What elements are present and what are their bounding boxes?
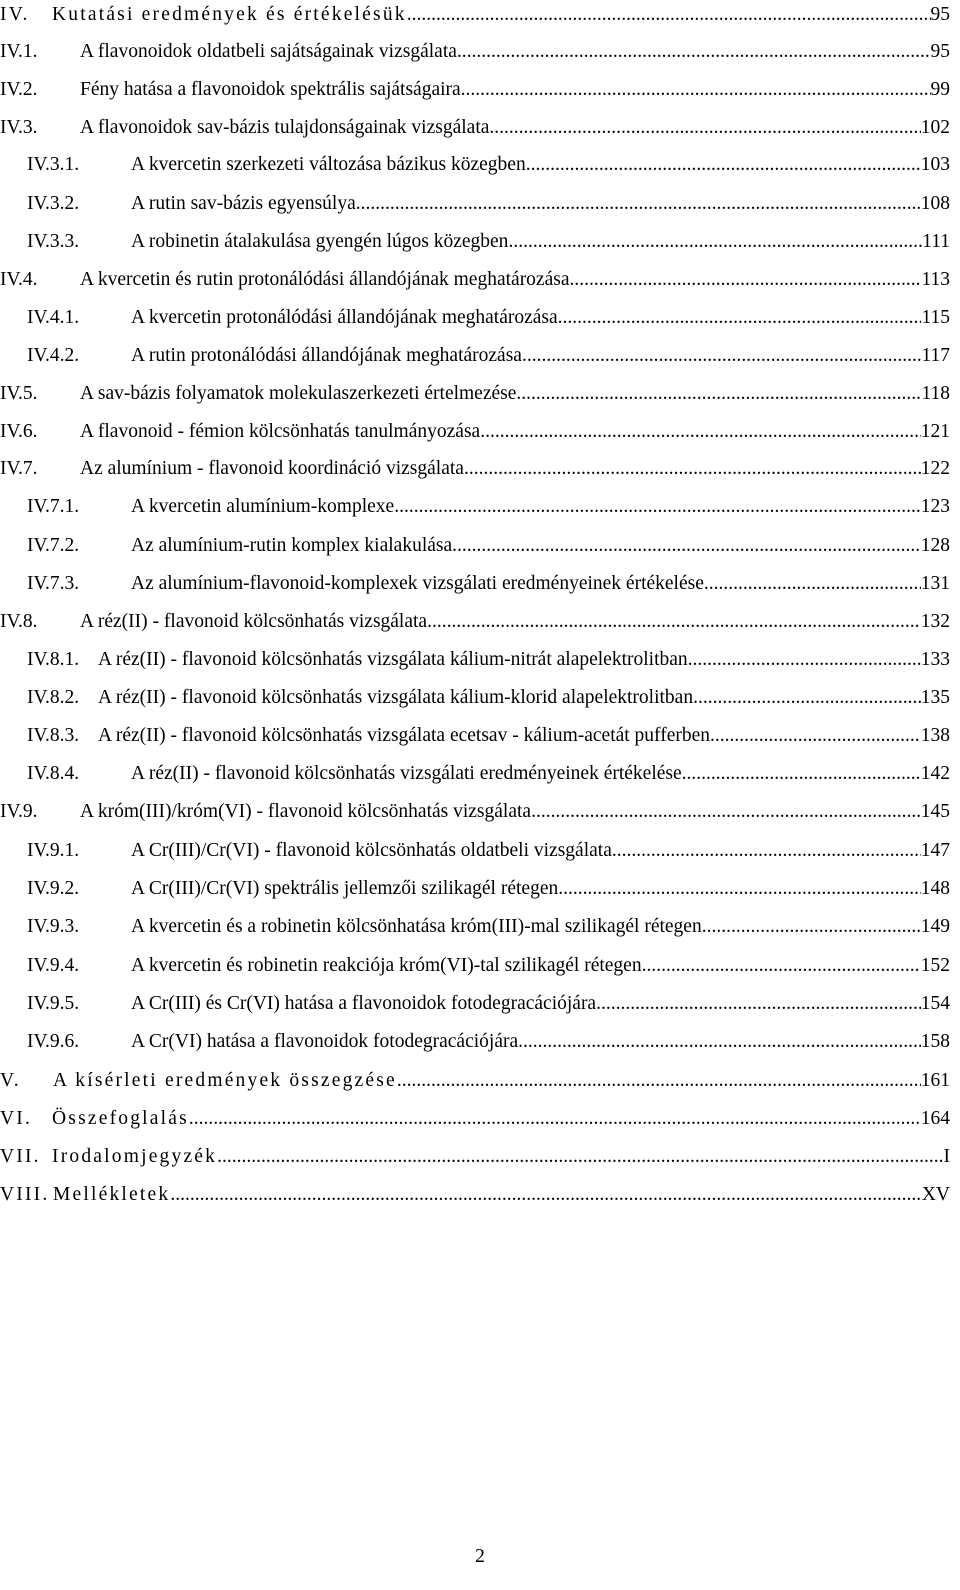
toc-entry[interactable] — [0, 113, 950, 143]
toc-entry-line — [131, 836, 950, 866]
toc-entry-page: 99 — [930, 79, 950, 100]
toc-entry-title: Mellékletek — [53, 1184, 171, 1205]
toc-entry-line — [80, 75, 950, 105]
toc-entry-line — [131, 759, 950, 789]
toc-entry-number: IV.9.2. — [27, 878, 80, 899]
toc-entry-line — [131, 303, 950, 333]
toc-entry-number: IV.8.3. — [27, 725, 80, 746]
dot-leader — [189, 1104, 921, 1134]
dot-leader — [570, 265, 922, 295]
toc-entry[interactable] — [0, 75, 950, 105]
toc-entry-title: A kvercetin alumínium-komplexe — [131, 496, 395, 517]
toc-entry-number: IV. — [0, 4, 30, 25]
toc-entry-title: A flavonoidok oldatbeli sajátságainak vizsgálata — [80, 41, 457, 62]
dot-leader — [397, 1066, 921, 1096]
toc-entry-page: 131 — [920, 573, 950, 594]
toc-entry-line — [80, 37, 950, 67]
toc-entry-number: VII. — [0, 1146, 41, 1167]
toc-entry-title: A réz(II) - flavonoid kölcsönhatás vizsgálata kálium-nitrát alapelektrolitban — [98, 649, 688, 670]
dot-leader — [642, 951, 921, 981]
toc-entry-line — [131, 492, 950, 522]
dot-leader — [518, 1027, 921, 1057]
toc-entry-line — [53, 1066, 950, 1096]
toc-entry-line — [131, 1027, 950, 1057]
toc-entry-line — [131, 227, 950, 257]
toc-entry-page: 142 — [920, 763, 950, 784]
toc-entry[interactable] — [0, 531, 950, 561]
toc-entry[interactable] — [0, 227, 950, 257]
toc-entry-number: IV.8.4. — [27, 763, 80, 784]
toc-entry[interactable] — [0, 797, 950, 827]
dot-leader — [452, 531, 921, 561]
toc-entry-title: A réz(II) - flavonoid kölcsönhatás vizsgálata kálium-klorid alapelektrolitban — [98, 687, 694, 708]
toc-entry[interactable] — [0, 836, 950, 866]
toc-entry-number: IV.3.1. — [27, 154, 80, 175]
toc-entry-title: A Cr(III) és Cr(VI) hatása a flavonoidok fotodegracációjára — [131, 993, 597, 1014]
dot-leader — [461, 75, 931, 105]
toc-entry-number: IV.7.2. — [27, 535, 80, 556]
toc-entry-number: V. — [0, 1070, 21, 1091]
toc-entry-title: A Cr(III)/Cr(VI) spektrális jellemzői szilikagél rétegen — [131, 878, 559, 899]
toc-entry[interactable] — [0, 874, 950, 904]
toc-entry-line — [52, 0, 950, 30]
toc-entry-number: IV.1. — [0, 41, 38, 62]
toc-entry[interactable] — [0, 951, 950, 981]
toc-entry-line — [131, 912, 950, 942]
toc-entry-title: A flavonoidok sav-bázis tulajdonságainak vizsgálata — [80, 117, 490, 138]
toc-entry-title: A réz(II) - flavonoid kölcsönhatás vizsgálati eredményeinek értékelése — [131, 763, 682, 784]
toc-entry-title: Az alumínium-flavonoid-komplexek vizsgálati eredményeinek értékelése — [131, 573, 704, 594]
toc-entry-line — [131, 531, 950, 561]
toc-entry[interactable] — [0, 454, 950, 484]
toc-entry-title: A kvercetin szerkezeti változása bázikus közegben — [131, 154, 526, 175]
toc-entry-line — [80, 417, 950, 447]
toc-entry-page: 117 — [921, 345, 950, 366]
toc-entry-number: IV.2. — [0, 79, 38, 100]
toc-entry-title: A kvercetin és rutin protonálódási állandójának meghatározása — [80, 269, 570, 290]
dot-leader — [457, 37, 931, 67]
toc-entry-page: 148 — [920, 878, 950, 899]
toc-entry-title: A réz(II) - flavonoid kölcsönhatás vizsgálata — [80, 611, 428, 632]
toc-entry-line — [80, 113, 950, 143]
dot-leader — [170, 1180, 921, 1210]
toc-entry-number: IV.5. — [0, 383, 38, 404]
toc-entry[interactable] — [0, 759, 950, 789]
toc-entry[interactable] — [0, 1180, 950, 1210]
toc-entry-number: IV.8.2. — [27, 687, 80, 708]
toc-entry-number: VI. — [0, 1108, 33, 1129]
toc-entry-page: 122 — [920, 458, 950, 479]
toc-entry-page: 128 — [920, 535, 950, 556]
dot-leader — [688, 645, 921, 675]
toc-entry-line — [98, 721, 950, 751]
dot-leader — [480, 417, 921, 447]
toc-entry-page: I — [943, 1146, 950, 1167]
toc-entry-line — [131, 341, 950, 371]
dot-leader — [464, 454, 921, 484]
toc-entry[interactable] — [0, 492, 950, 522]
toc-entry[interactable] — [0, 1104, 950, 1134]
dot-leader — [682, 759, 921, 789]
toc-entry-line — [131, 569, 950, 599]
toc-entry-number: IV.4.2. — [27, 345, 80, 366]
toc-entry-title: Az alumínium - flavonoid koordináció vizsgálata — [80, 458, 464, 479]
dot-leader — [217, 1142, 943, 1172]
toc-entry-line — [131, 874, 950, 904]
toc-entry-page: 118 — [921, 383, 950, 404]
dot-leader — [612, 836, 921, 866]
toc-entry[interactable] — [0, 265, 950, 295]
toc-entry-title: A rutin sav-bázis egyensúlya — [131, 193, 356, 214]
dot-leader — [522, 341, 922, 371]
toc-entry-number: IV.7. — [0, 458, 38, 479]
toc-entry-title: Fény hatása a flavonoidok spektrális sajátságaira — [80, 79, 461, 100]
dot-leader — [704, 569, 921, 599]
toc-entry-page: 132 — [920, 611, 950, 632]
dot-leader — [558, 874, 921, 904]
toc-entry-page: 103 — [920, 154, 950, 175]
toc-entry-page: 135 — [920, 687, 950, 708]
toc-entry-line — [131, 951, 950, 981]
dot-leader — [516, 379, 921, 409]
toc-entry-title: A robinetin átalakulása gyengén lúgos közegben — [131, 231, 509, 252]
dot-leader — [702, 912, 921, 942]
toc-entry-page: 145 — [920, 801, 950, 822]
toc-entry-page: 102 — [920, 117, 950, 138]
toc-entry-number: IV.8. — [0, 611, 38, 632]
toc-entry[interactable] — [0, 569, 950, 599]
toc-entry-number: IV.4. — [0, 269, 38, 290]
toc-entry-title: Irodalomjegyzék — [52, 1146, 218, 1167]
toc-entry-page: 108 — [920, 193, 950, 214]
toc-entry-line — [52, 1104, 950, 1134]
dot-leader — [558, 303, 922, 333]
toc-entry-page: 111 — [922, 231, 950, 252]
dot-leader — [356, 189, 921, 219]
toc-entry[interactable] — [0, 645, 950, 675]
toc-entry-title: A kvercetin protonálódási állandójának meghatározása — [131, 307, 558, 328]
toc-entry-page: 115 — [921, 307, 950, 328]
dot-leader — [407, 0, 931, 30]
dot-leader — [710, 721, 921, 751]
toc-entry[interactable] — [0, 1142, 950, 1172]
toc-entry-line — [80, 454, 950, 484]
toc-entry-title: A kvercetin és robinetin reakciója króm(VI)-tal szilikagél rétegen — [131, 955, 642, 976]
toc-entry-page: 138 — [920, 725, 950, 746]
toc-entry-page: 147 — [920, 840, 950, 861]
toc-entry-number: IV.7.1. — [27, 496, 80, 517]
toc-entry-page: 121 — [920, 421, 950, 442]
toc-entry-number: IV.9.5. — [27, 993, 80, 1014]
toc-entry-page: 133 — [920, 649, 950, 670]
toc-entry-title: Az alumínium-rutin komplex kialakulása — [131, 535, 453, 556]
toc-entry-page: XV — [921, 1184, 950, 1205]
toc-entry-title: A kvercetin és a robinetin kölcsönhatása króm(III)-mal szilikagél rétegen — [131, 916, 702, 937]
toc-entry[interactable] — [0, 150, 950, 180]
toc-entry[interactable] — [0, 417, 950, 447]
toc-entry-number: IV.3. — [0, 117, 38, 138]
toc-entry[interactable] — [0, 683, 950, 713]
toc-entry-page: 113 — [921, 269, 950, 290]
page-number: 2 — [475, 1546, 485, 1567]
toc-entry-page: 123 — [920, 496, 950, 517]
toc-entry-number: IV.9.1. — [27, 840, 80, 861]
toc-entry-number: IV.9.6. — [27, 1031, 80, 1052]
toc-entry-line — [98, 645, 950, 675]
dot-leader — [693, 683, 921, 713]
toc-entry-page: 149 — [920, 916, 950, 937]
toc-entry[interactable] — [0, 0, 950, 30]
toc-entry-line — [80, 379, 950, 409]
dot-leader — [531, 797, 921, 827]
toc-entry[interactable] — [0, 1027, 950, 1057]
toc-entry-number: IV.4.1. — [27, 307, 80, 328]
toc-entry-page: 161 — [920, 1070, 950, 1091]
toc-entry-title: A króm(III)/króm(VI) - flavonoid kölcsönhatás vizsgálata — [80, 801, 532, 822]
dot-leader — [489, 113, 920, 143]
toc-entry-line — [131, 150, 950, 180]
toc-entry[interactable] — [0, 721, 950, 751]
toc-entry-number: IV.9.4. — [27, 955, 80, 976]
toc-entry-page: 158 — [920, 1031, 950, 1052]
toc-entry-number: IV.8.1. — [27, 649, 80, 670]
dot-leader — [596, 989, 921, 1019]
toc-entry[interactable] — [0, 989, 950, 1019]
toc-entry[interactable] — [0, 341, 950, 371]
toc-entry[interactable] — [0, 303, 950, 333]
toc-entry-title: A kísérleti eredmények összegzése — [53, 1070, 397, 1091]
toc-entry-title: A rutin protonálódási állandójának meghatározása — [131, 345, 522, 366]
toc-entry[interactable] — [0, 37, 950, 67]
toc-entry[interactable] — [0, 912, 950, 942]
toc-entry-number: IV.9.3. — [27, 916, 80, 937]
toc-entry-line — [131, 189, 950, 219]
toc-entry-title: A Cr(III)/Cr(VI) - flavonoid kölcsönhatás oldatbeli vizsgálata — [131, 840, 612, 861]
toc-entry-title: A réz(II) - flavonoid kölcsönhatás vizsgálata ecetsav - kálium-acetát pufferben — [98, 725, 710, 746]
dot-leader — [526, 150, 921, 180]
toc-entry[interactable] — [0, 607, 950, 637]
toc-entry-number: IV.3.3. — [27, 231, 80, 252]
toc-entry-number: IV.9. — [0, 801, 38, 822]
toc-entry-number: IV.7.3. — [27, 573, 80, 594]
dot-leader — [394, 492, 921, 522]
toc-entry-line — [52, 1142, 950, 1172]
toc-entry-line — [53, 1180, 950, 1210]
toc-entry-title: A Cr(VI) hatása a flavonoidok fotodegracációjára — [131, 1031, 519, 1052]
dot-leader — [427, 607, 921, 637]
toc-entry-line — [98, 683, 950, 713]
toc-entry[interactable] — [0, 379, 950, 409]
toc-entry-title: Összefoglalás — [52, 1108, 189, 1129]
toc-entry-number: IV.6. — [0, 421, 38, 442]
toc-entry-line — [131, 989, 950, 1019]
toc-entry-line — [80, 797, 950, 827]
toc-entry-line — [80, 607, 950, 637]
toc-entry-number: VIII. — [0, 1184, 50, 1205]
toc-entry-title: A sav-bázis folyamatok molekulaszerkezeti értelmezése — [80, 383, 517, 404]
dot-leader — [508, 227, 922, 257]
toc-entry-title: Kutatási eredmények és értékelésük — [52, 4, 407, 25]
toc-entry-page: 154 — [920, 993, 950, 1014]
toc-entry-number: IV.3.2. — [27, 193, 80, 214]
toc-entry[interactable] — [0, 189, 950, 219]
toc-entry-page: 152 — [920, 955, 950, 976]
toc-entry-page: 164 — [920, 1108, 950, 1129]
toc-entry[interactable] — [0, 1066, 950, 1096]
toc-entry-line — [80, 265, 950, 295]
toc-entry-page: 95 — [930, 41, 950, 62]
toc-entry-title: A flavonoid - fémion kölcsönhatás tanulmányozása — [80, 421, 481, 442]
toc-entry-page: 95 — [930, 4, 950, 25]
